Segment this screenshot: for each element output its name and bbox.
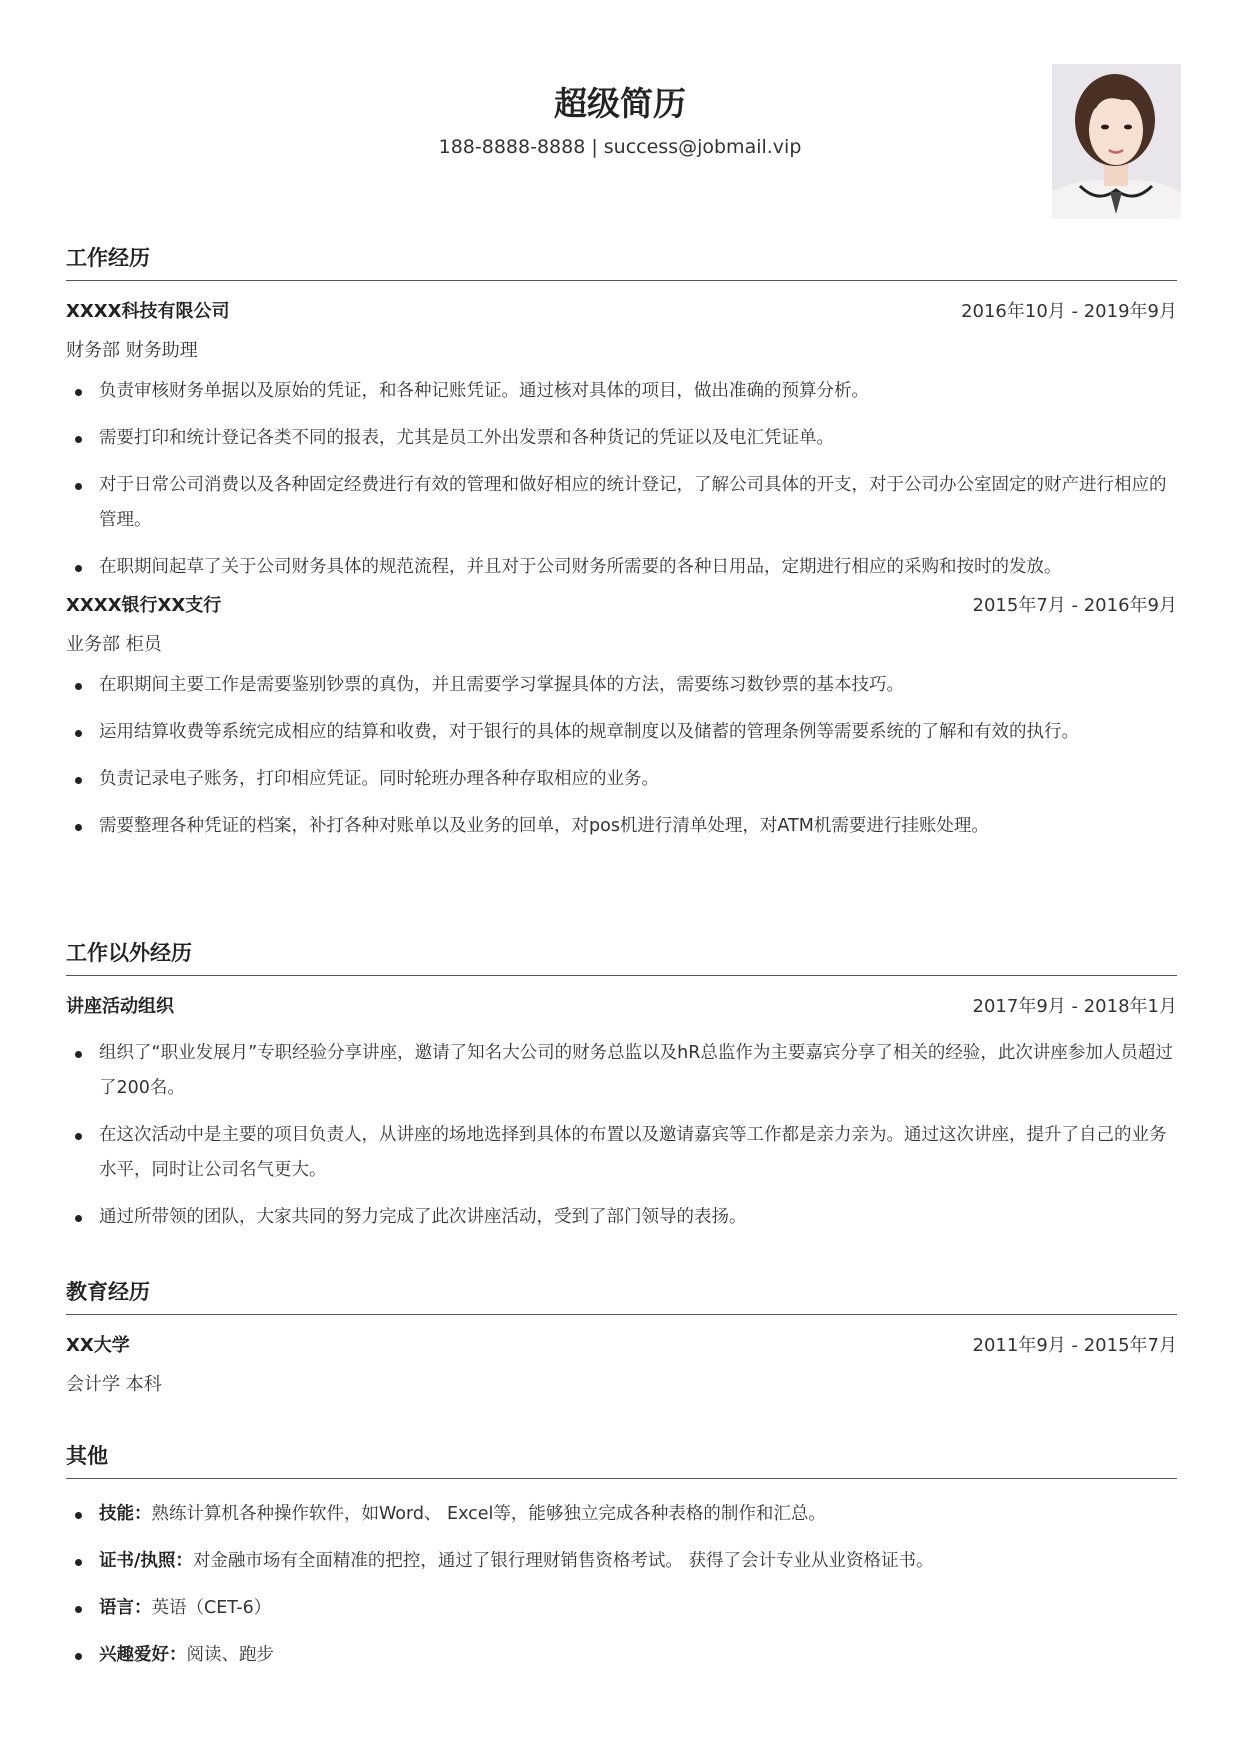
- work-entry: [66, 591, 1177, 844]
- entry-org: XX大学: [66, 1335, 130, 1356]
- item-text: 阅读、跑步: [186, 1645, 274, 1665]
- section-other: [66, 1440, 1177, 1685]
- entry-date: 2017年9月 - 2018年1月: [972, 996, 1177, 1017]
- entry-role: 业务部 柜员: [66, 634, 162, 655]
- item-text: 英语（CET-6）: [151, 1598, 272, 1618]
- section-title-work: 工作经历: [66, 242, 1177, 281]
- section-title-other: 其他: [66, 1440, 1177, 1479]
- education-entry: [66, 1331, 1177, 1396]
- section-title-extra: 工作以外经历: [66, 937, 1177, 976]
- item-label: 技能：: [99, 1504, 152, 1524]
- other-list: [66, 1497, 1177, 1673]
- item-label: 语言：: [99, 1598, 152, 1618]
- extra-entry: [66, 992, 1177, 1235]
- entry-date: 2011年9月 - 2015年7月: [972, 1335, 1177, 1356]
- resume-name: 超级简历: [554, 84, 686, 123]
- entry-org: XXXX科技有限公司: [66, 301, 230, 322]
- bullet-item: 在职期间主要工作是需要鉴别钞票的真伪，并且需要学习掌握具体的方法，需要练习数钞票的基本技巧。: [66, 668, 1177, 703]
- section-work: [66, 242, 1177, 856]
- bullet-item: 负责审核财务单据以及原始的凭证，和各种记账凭证。通过核对具体的项目，做出准确的预算分析。: [66, 374, 1177, 409]
- bullet-item: 运用结算收费等系统完成相应的结算和收费，对于银行的具体的规章制度以及储蓄的管理条例等需要系统的了解和有效的执行。: [66, 715, 1177, 750]
- contact-info: 188-8888-8888 | success@jobmail.vip: [438, 136, 802, 158]
- other-item-language: [66, 1591, 1177, 1626]
- bullet-item: 在职期间起草了关于公司财务具体的规范流程，并且对于公司财务所需要的各种日用品，定期进行相应的采购和按时的发放。: [66, 550, 1177, 585]
- entry-degree: 会计学 本科: [66, 1374, 162, 1395]
- entry-org: XXXX银行XX支行: [66, 595, 222, 616]
- bullet-item: 组织了“职业发展月”专职经验分享讲座，邀请了知名大公司的财务总监以及hR总监作为主要嘉宾分享了相关的经验，此次讲座参加人员超过了200名。: [66, 1036, 1177, 1106]
- entry-role: 财务部 财务助理: [66, 340, 198, 361]
- bullet-item: 负责记录电子账务，打印相应凭证。同时轮班办理各种存取相应的业务。: [66, 762, 1177, 797]
- entry-date: 2015年7月 - 2016年9月: [972, 595, 1177, 616]
- section-title-education: 教育经历: [66, 1276, 1177, 1315]
- bullet-item: 对于日常公司消费以及各种固定经费进行有效的管理和做好相应的统计登记，了解公司具体的开支，对于公司办公室固定的财产进行相应的管理。: [66, 468, 1177, 538]
- bullet-item: 在这次活动中是主要的项目负责人，从讲座的场地选择到具体的布置以及邀请嘉宾等工作都是亲力亲为。通过这次讲座，提升了自己的业务水平，同时让公司名气更大。: [66, 1118, 1177, 1188]
- other-item-skills: [66, 1497, 1177, 1532]
- section-extra: [66, 937, 1177, 1247]
- entry-date: 2016年10月 - 2019年9月: [961, 301, 1177, 322]
- bullet-list: [66, 1036, 1177, 1235]
- bullet-item: 需要整理各种凭证的档案，补打各种对账单以及业务的回单，对pos机进行清单处理，对ATM机需要进行挂账处理。: [66, 809, 1177, 844]
- item-text: 对金融市场有全面精准的把控，通过了银行理财销售资格考试。 获得了会计专业从业资格证书。: [192, 1551, 934, 1571]
- item-text: 熟练计算机各种操作软件，如Word、 Excel等，能够独立完成各种表格的制作和汇总。: [151, 1504, 826, 1524]
- profile-photo: [1052, 64, 1181, 219]
- entry-org: 讲座活动组织: [66, 996, 174, 1017]
- bullet-item: 需要打印和统计登记各类不同的报表，尤其是员工外出发票和各种货记的凭证以及电汇凭证单。: [66, 421, 1177, 456]
- bullet-list: [66, 668, 1177, 844]
- bullet-list: [66, 374, 1177, 585]
- section-education: [66, 1276, 1177, 1396]
- item-label: 证书/执照：: [99, 1551, 193, 1571]
- item-label: 兴趣爱好：: [99, 1645, 187, 1665]
- other-item-certificates: [66, 1544, 1177, 1579]
- other-item-hobbies: [66, 1638, 1177, 1673]
- portrait-image: [1052, 64, 1181, 219]
- work-entry: [66, 297, 1177, 585]
- bullet-item: 通过所带领的团队，大家共同的努力完成了此次讲座活动，受到了部门领导的表扬。: [66, 1200, 1177, 1235]
